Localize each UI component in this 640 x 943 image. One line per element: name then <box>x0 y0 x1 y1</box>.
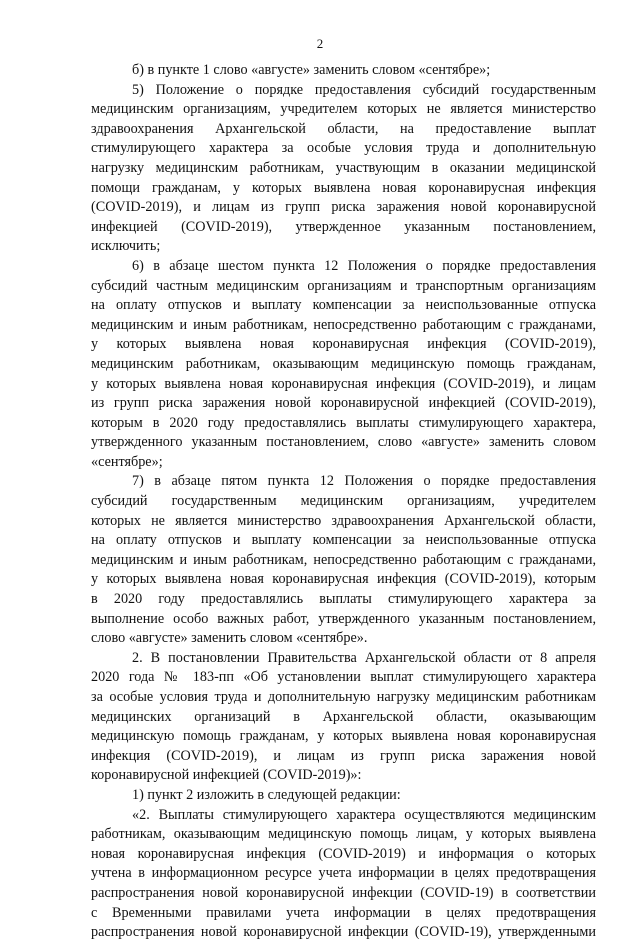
text-line: нагрузку медицинским работникам, участвующим в оказании медицинской <box>91 159 596 176</box>
text-line: субсидий государственным медицинским организациям, учредителем <box>91 493 596 510</box>
text-line: работникам, оказывающим медицинскую помощь лицам, у которых выявлена <box>91 826 596 843</box>
text-line: на оплату отпусков и выплату компенсации за неиспользованные отпуска <box>91 532 596 549</box>
document-body <box>91 61 596 943</box>
text-line: 1) пункт 2 изложить в следующей редакции: <box>132 786 401 803</box>
text-line: выполнение особо важных работ, утвержденного указанным постановлением, <box>91 610 596 627</box>
text-line: исключить; <box>91 238 161 255</box>
text-line: медицинских организаций в Архангельской области, оказывающим <box>91 708 596 725</box>
text-line: инфекцией (COVID-2019), утвержденное указанным постановлением, <box>91 218 596 235</box>
text-line: за особые условия труда и дополнительную нагрузку медицинским работникам <box>91 689 596 705</box>
text-line: (COVID-2019), и лицам из групп риска заражения новой коронавирусной <box>91 199 596 216</box>
text-line: на оплату отпусков и выплату компенсации за неиспользованные отпуска <box>91 297 596 314</box>
text-line: новая коронавирусная инфекция (COVID-2019) и информация о которых <box>91 845 596 862</box>
text-line: из групп риска заражения новой коронавирусной инфекцией (COVID-2019), <box>91 395 596 412</box>
text-line: медицинскую помощь гражданам, у которых выявлена новая коронавирусная <box>91 728 596 745</box>
text-line: «сентябре»; <box>91 453 163 470</box>
text-line: здравоохранения Архангельской области, на предоставление выплат <box>91 120 596 137</box>
text-line: медицинским работникам, оказывающим медицинскую помощь гражданам, <box>91 355 596 372</box>
text-line: «2. Выплаты стимулирующего характера осуществляются медицинским <box>132 806 596 823</box>
text-line: 2. В постановлении Правительства Архангельской области от 8 апреля <box>132 649 596 666</box>
text-line: инфекция (COVID-2019), и лицам из групп риска заражения новой <box>91 747 596 764</box>
text-line: слово «августе» заменить словом «сентябре». <box>91 630 368 647</box>
text-line: медицинским организациям, учредителем которых не является министерство <box>91 101 596 118</box>
text-line: стимулирующего характера за особые условия труда и дополнительную <box>91 140 596 157</box>
text-line: медицинским и иным работникам, непосредственно работающим с гражданами, <box>91 316 596 333</box>
text-line: 5) Положение о порядке предоставления субсидий государственным <box>132 81 596 98</box>
text-line: у которых выявлена новая коронавирусная инфекция (COVID-2019), и лицам <box>91 375 596 392</box>
text-line: 7) в абзаце пятом пункта 12 Положения о порядке предоставления <box>132 473 596 490</box>
text-line: с Временными правилами учета информации в целях предотвращения <box>91 904 596 921</box>
text-line: которым в 2020 году предоставлялись выплаты стимулирующего характера, <box>91 414 596 431</box>
text-line: медицинским и иным работникам, непосредственно работающим с гражданами, <box>91 551 596 568</box>
text-line: учтена в информационном ресурсе учета информации в целях предотвращения <box>91 865 596 882</box>
page-number: 2 <box>316 36 324 51</box>
text-line: 6) в абзаце шестом пункта 12 Положения о порядке предоставления <box>132 257 596 274</box>
text-line: распространения новой коронавирусной инфекции (COVID-19), утвержденными <box>91 924 596 941</box>
text-line: у которых выявлена новая коронавирусная инфекция (COVID-2019), <box>91 336 596 353</box>
text-line: утвержденного указанным постановлением, слово «августе» заменить словом <box>91 434 596 451</box>
text-line: субсидий частным медицинским организациям и транспортным организациям <box>91 277 596 294</box>
text-line: б) в пункте 1 слово «августе» заменить словом «сентябре»; <box>132 62 491 78</box>
text-line: у которых выявлена новая коронавирусная инфекция (COVID-2019), которым <box>91 571 596 588</box>
text-line: которых не является министерство здравоохранения Архангельской области, <box>91 512 596 529</box>
text-line: помощи гражданам, у которых выявлена новая коронавирусная инфекция <box>91 179 596 196</box>
text-line: 2020 года № 183-пп «Об установлении выплат стимулирующего характера <box>91 669 596 686</box>
text-line: распространения новой коронавирусной инфекции (COVID-19) в соответствии <box>91 884 596 901</box>
text-line: в 2020 году предоставлялись выплаты стимулирующего характера за <box>91 591 596 608</box>
text-line: коронавирусной инфекцией (COVID-2019)»: <box>91 767 362 784</box>
